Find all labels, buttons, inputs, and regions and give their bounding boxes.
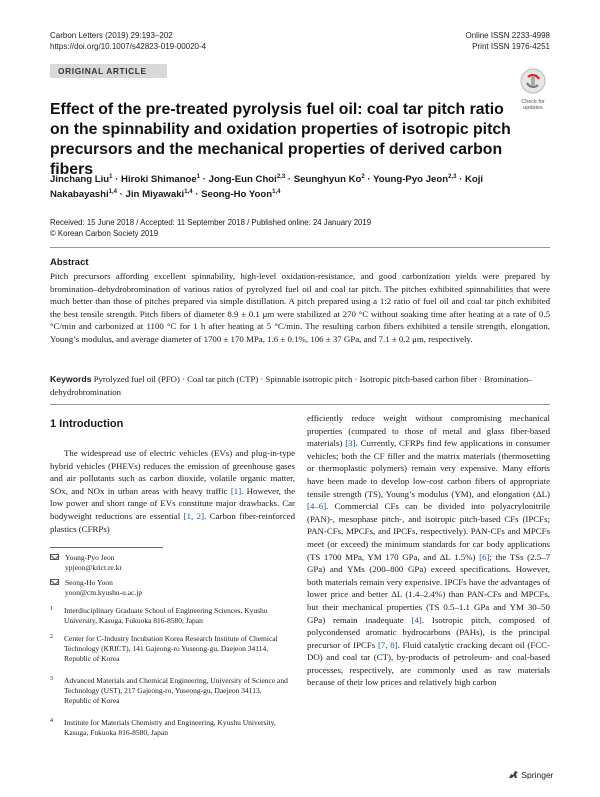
title-line-2: on the spinnability and oxidation properties of isotropic pitch: [50, 121, 511, 138]
footnote-divider: [50, 547, 163, 548]
article-title: [50, 100, 520, 180]
affiliation-text: Center for C-Industry Incubation Korea Research Institute of Chemical Technology (KRICT), 141 Gajeong-ro Yuseong-gu, Daejeon 34114, Republic of Korea: [64, 634, 278, 664]
citation-link[interactable]: [4–6]: [307, 501, 327, 512]
affiliation: [50, 606, 290, 626]
doi-link[interactable]: https://doi.org/10.1007/s42823-019-00020-4: [50, 42, 207, 51]
check-updates-icon: [520, 68, 546, 94]
online-issn: Online ISSN 2233-4998: [465, 31, 550, 40]
text-span: . Isotropic pitch, composed of polycondensed aromatic hydrocarbons (PAHs), is the principal precursor of IPCFs: [307, 614, 550, 650]
contact-name: Young-Pyo Jeon: [65, 553, 115, 562]
journal-citation: Carbon Letters (2019) 29:193–202: [50, 31, 173, 40]
abstract-heading: Abstract: [50, 257, 89, 268]
check-updates-line1: Check for: [521, 99, 545, 105]
text-span: . Carbon fiber-reinforced plastics (CFRPs): [50, 510, 296, 534]
citation-link[interactable]: [7, 8]: [377, 639, 398, 650]
text-span: efficiently reduce weight without compromising mechanical properties (compared to those of metal and glass fiber-based materials): [307, 413, 550, 449]
intro-paragraph-continued: [307, 412, 550, 689]
author-affiliation-mark: 2,3: [448, 173, 457, 180]
author[interactable]: Jin Miyawaki: [125, 188, 185, 200]
intro-right-column: [307, 412, 550, 689]
citation-link[interactable]: [6]: [479, 551, 490, 562]
author-affiliation-mark: 1,4: [184, 188, 193, 195]
publisher-name: Springer: [521, 770, 554, 780]
affiliation: [50, 634, 290, 665]
abstract-text: Pitch precursors affording excellent spinnability, high-level oxidation-resistance, and good carbonization yields were prepared by bromination–dehydrobromination of various ratios of pyrolyzed fuel oil and coal tar pitch. The pitches exhibited spinnabilities that were much better than those of pitches prepared via simple distillation. A pitch prepared using a 1:2 ratio of fuel oil and coal tar pitch exhibited the best tensile strength. Pitch fibers of diameter 8.9 ± 0.1 μm were stabilized at 270 °C without soaking time after heating at a rate of 0.5 °C/min and carbonized at 1100 °C for 1 h after heating at 5 °C/min. The resulting carbon fibers exhibited a tensile strength, elongation, Young’s modulus, and average diameter of 1700 ± 170 MPa, 1.6 ± 0.1%, 106 ± 37 GPa, and 7.1 ± 0.2 μm, respectively.: [50, 271, 550, 344]
affiliation-number: 2: [50, 634, 53, 640]
text-span: . Currently, CFRPs find few applications in consumer vehicles; both the CF filler and the matrix materials (thermosetting or thermoplastic polymers) remain very expensive. Many efforts have been made to develop low-cost carbon fibers of appropriate tensile strength (TS), Young’s modulus (YM), and elongation (ΔL): [307, 438, 550, 499]
affiliation-number: 4: [50, 718, 53, 724]
contact-block: [50, 553, 122, 573]
keywords-text: Pyrolyzed fuel oil (PFO) · Coal tar pitch (CTP) · Spinnable isotropic pitch · Isotropic pitch-based carbon fiber · Bromination–dehydrobromination: [50, 374, 533, 397]
author-affiliation-mark: 2: [361, 173, 365, 180]
affiliation-number: 3: [50, 676, 53, 682]
author-affiliation-mark: 1,4: [108, 188, 118, 195]
title-line-3: precursors and the mechanical properties of derived carbon fibers: [50, 141, 503, 178]
contact-name: Seong-Ho Yoon: [65, 578, 113, 587]
print-issn: Print ISSN 1976-4251: [472, 42, 550, 51]
author-affiliation-mark: 2,3: [276, 173, 286, 180]
springer-horse-icon: [508, 770, 519, 779]
affiliation-text: Institute for Materials Chemistry and Engineering, Kyushu University, Kasuga, Fukuoka 816-8580, Japan: [64, 718, 276, 738]
author[interactable]: Seong-Ho Yoon: [201, 188, 273, 200]
text-span: ; the TSs (2.5–7 GPa) and YMs (200–800 GPa) exceed specifications. However, both materials remain very expensive. IPCFs have the advantages of lower price and better ΔL (1.4–2.4%) than PAN-CFs and MPCFs, but their mechanical properties (TS 0.5–1.1 GPa and YM 30–50 GPa) remain inadequate: [307, 551, 551, 625]
affiliation-text: Interdisciplinary Graduate School of Engineering Sciences, Kyushu University, Kasuga, Fukuoka 816-8580, Japan: [64, 606, 268, 626]
intro-paragraph-1: [50, 447, 295, 535]
affiliation-text: Advanced Materials and Chemical Engineering, University of Science and Technology (UST), 217 Gajeong-ro, Yuseong-gu, Daejeon 34113, Republic of Korea: [64, 676, 288, 706]
author[interactable]: Koji Nakabayashi: [50, 174, 484, 200]
divider: [50, 247, 550, 248]
author-list: Jinchang Liu$^1$ · Hiroki Shimanoe$^1$ · Jong-Eun Choi$^{2,3}$ · Seunghyun $Ko^2$ · Young-Pyo Jeon$^{2,3}$ · Koji Nakabayashi$^{1,4}$ · Jin Miyawaki$^{1,4}$ · Seong-Ho Yoon$^{1,4}$: [50, 173, 484, 200]
section-heading-introduction: 1 Introduction: [50, 418, 124, 430]
contact-email[interactable]: ypjeon@krict.re.kr: [65, 563, 122, 572]
citation-link[interactable]: [4]: [411, 614, 422, 625]
citation-link[interactable]: [1, 2]: [183, 510, 205, 521]
publication-dates: [50, 218, 371, 239]
author-affiliation-mark: 1,4: [272, 188, 281, 195]
affiliation: [50, 718, 290, 738]
intro-left-column: [50, 447, 295, 535]
text-span: . However, the low power and short range of EVs constitute major drawbacks. Car bodyweight reductions are essential: [50, 485, 295, 521]
author[interactable]: Hiroki Shimanoe: [121, 174, 197, 185]
affiliation: [50, 676, 290, 707]
envelope-icon: [50, 579, 59, 585]
author-affiliation-mark: 1: [196, 173, 201, 180]
text-span: . Fluid catalytic cracking decant oil (FCC-DO) and coal tar (CT), by-products of petroleum- and coal-based processes, respectively, are commonly used as raw materials because of their low prices and relatively high carbon: [307, 639, 551, 688]
author-affiliation-mark: 1: [109, 173, 113, 180]
check-for-updates-badge[interactable]: [518, 68, 548, 111]
keywords: [50, 373, 550, 398]
author[interactable]: Young-Pyo Jeon: [373, 174, 449, 185]
article-type-badge: ORIGINAL ARTICLE: [50, 64, 167, 78]
text-span: The widespread use of electric vehicles (EVs) and plug-in-type hybrid vehicles (PHEVs) reduces the emission of greenhouse gases and air pollutants such as carbon dioxide, volatile organic matter, SOx, and NOx in urban areas with heavy traffic: [50, 448, 295, 496]
contact-block: [50, 578, 142, 598]
divider: [50, 404, 550, 405]
envelope-icon: [50, 554, 59, 560]
author[interactable]: Jinchang Liu: [50, 174, 110, 185]
author[interactable]: Seunghyun Ko: [293, 174, 362, 185]
citation-link[interactable]: [1]: [230, 485, 242, 496]
title-line-1: Effect of the pre-treated pyrolysis fuel oil: coal tar pitch ratio: [50, 101, 504, 118]
copyright-line: © Korean Carbon Society 2019: [50, 228, 159, 238]
dates-line: Received: 15 June 2018 / Accepted: 11 September 2018 / Published online: 24 January 2019: [50, 218, 372, 227]
author[interactable]: Jong-Eun Choi: [208, 174, 277, 185]
keywords-label: Keywords: [50, 374, 92, 384]
text-span: . Commercial CFs can be divided into polyacrylonitrile (PAN)-, mesophase pitch-, and isotropic pitch-based CFs (IPCFs; PAN-CFs, MPCFs, and IPCFs, respectively). PAN-CFs and MPCFs meet (or exceed) the minimum standards for car body applications (TS 1700 MPa, YM 170 GPa, and ΔL 1.5%): [307, 501, 550, 562]
publisher-logo: [508, 770, 554, 780]
affiliation-number: 1: [50, 606, 53, 612]
contact-email[interactable]: yoon@cm.kyushu-u.ac.jp: [65, 588, 143, 597]
citation-link[interactable]: [3]: [345, 438, 356, 449]
check-updates-line2: updates: [523, 105, 543, 111]
